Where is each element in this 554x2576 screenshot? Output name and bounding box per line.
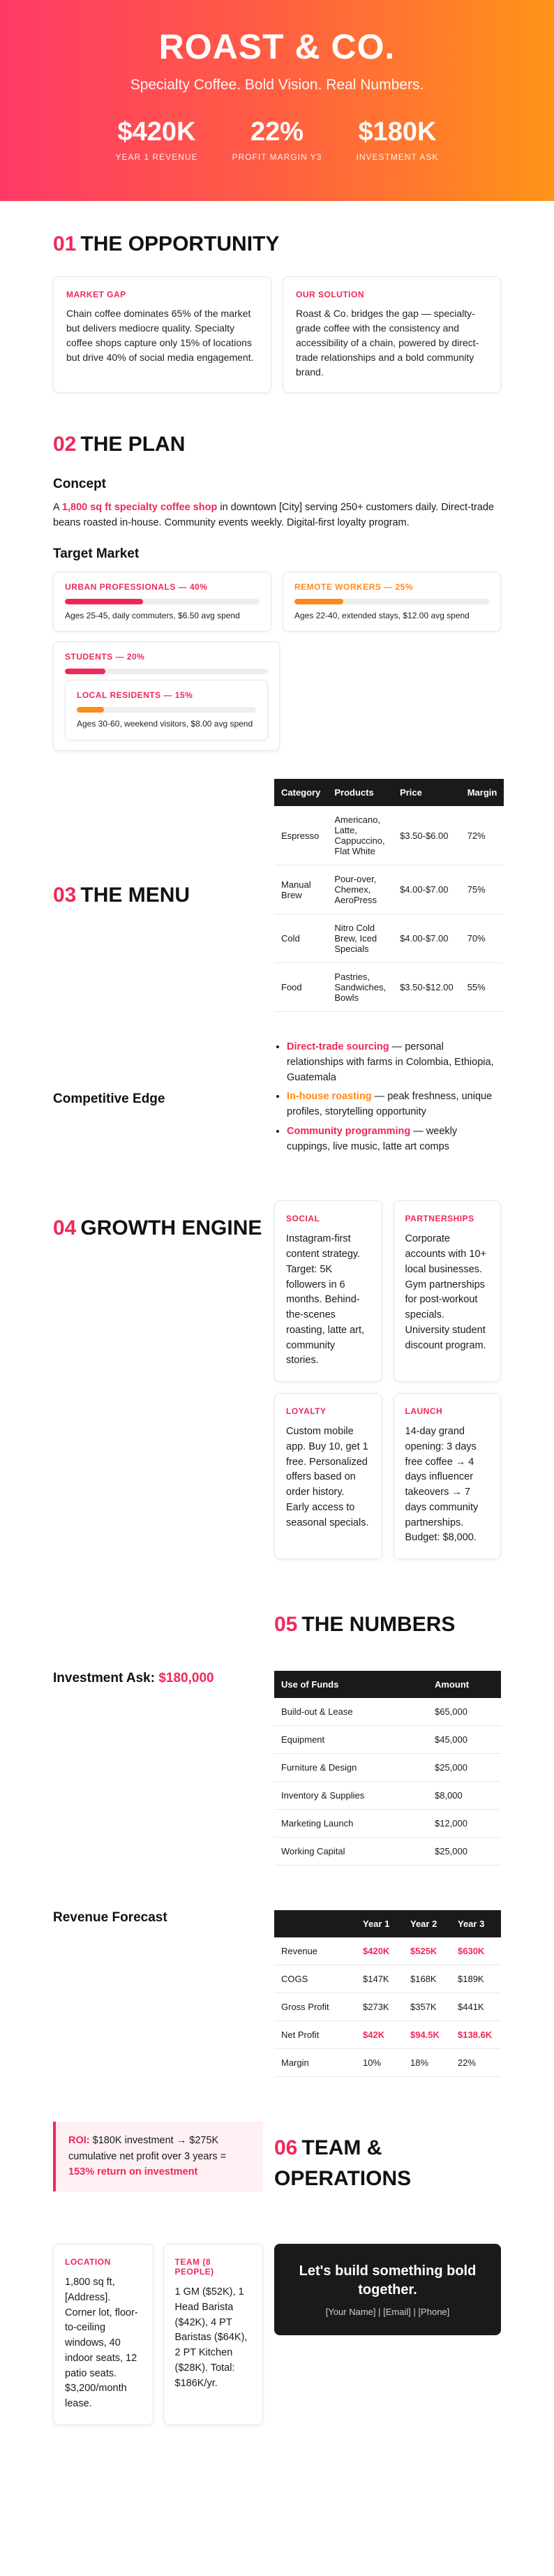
cell: Pastries, Sandwiches, Bowls [327,963,393,1012]
segment-card [283,572,501,632]
cell: $12,000 [428,1810,501,1838]
card-title: SOCIAL [286,1214,320,1224]
cell: Margin [274,2049,356,2077]
cell: $168K [403,1965,451,1993]
cell: Revenue [274,1937,356,1965]
growth-card-launch [394,1393,502,1559]
th: Price [393,779,461,806]
th: Year 1 [356,1910,403,1937]
cell: Cold [274,914,327,963]
edge-text: — personal relationships with farms in Colombia, Ethiopia, Guatemala [287,1041,494,1083]
card-text: Instagram-first content strategy. Target: 5K followers in 6 months. Behind-the-scenes roasting, latte art, community stories. [286,1233,365,1367]
cta-contact: [Your Name] | [Email] | [Phone] [325,2307,450,2318]
table-row [274,1810,501,1838]
numbers-title-row [53,1612,501,1637]
menu-table-header [274,779,504,806]
cell: Build-out & Lease [274,1698,428,1726]
brand-tagline: Specialty Coffee. Bold Vision. Real Numbers. [130,77,424,93]
cell: $42K [356,2021,403,2049]
cell: 75% [461,865,504,914]
cell: Equipment [274,1726,428,1754]
team-cards [53,2244,263,2425]
section-opportunity [0,201,554,393]
stat-label: PROFIT MARGIN Y3 [232,152,322,162]
list-item [287,1124,501,1155]
spacer [53,1612,263,1637]
funds-row [53,1671,501,1866]
section-title [53,883,263,908]
menu-row [53,779,501,1012]
cta-col [274,2244,501,2425]
edge-text: — weekly cuppings, live music, latte art comps [287,1125,458,1152]
section-title-text: THE MENU [80,884,190,907]
roi-row [53,2122,501,2194]
section-title [53,432,501,457]
investment-ask [53,1671,263,1686]
funds-table-header [274,1671,501,1698]
growth-card-partnerships [394,1200,502,1382]
team-row [53,2244,501,2425]
roi-col [53,2122,263,2191]
section-title [274,2133,501,2194]
segment-bar [65,599,260,604]
cell: $147K [356,1965,403,1993]
table-row [274,1993,501,2021]
forecast-table-col [274,1910,501,2077]
cta-box [274,2244,501,2335]
forecast-row [53,1910,501,2077]
cell: Espresso [274,806,327,865]
list-item [287,1089,501,1120]
cell: Inventory & Supplies [274,1782,428,1810]
cell: $420K [356,1937,403,1965]
edge-list [274,1040,501,1159]
segment-bar-fill [65,669,105,674]
section-title-text: THE OPPORTUNITY [80,232,280,255]
cell: $3.50-$6.00 [393,806,461,865]
section-growth [0,1159,554,1559]
stat-value: 22% [250,117,304,147]
section-numbers [0,1559,554,2077]
ask-value: $180,000 [158,1671,214,1686]
card-text: Corporate accounts with 10+ local businesses. Gym partnerships for post-workout specials. University student discount program. [405,1233,486,1351]
cell: $189K [451,1965,501,1993]
cell: $357K [403,1993,451,2021]
card-title: LOYALTY [286,1406,327,1417]
cell: 72% [461,806,504,865]
section-title [53,232,501,257]
ask-col [53,1671,263,1866]
section-title [53,1216,263,1241]
cell: $45,000 [428,1726,501,1754]
section-title-text: THE NUMBERS [301,1613,456,1637]
card-text: Chain coffee dominates 65% of the market but delivers mediocre quality. Specialty coffee shops capture only 15% of locations but drive 40% of social media engagement. [66,308,254,363]
edge-label: In-house roasting [287,1091,372,1103]
cell: $4.00-$7.00 [393,914,461,963]
forecast-table [274,1910,501,2077]
th: Products [327,779,393,806]
cell: 22% [451,2049,501,2077]
growth-cards [274,1200,501,1559]
cell: Working Capital [274,1838,428,1866]
table-row [274,1937,501,1965]
cta-title: Let's build something bold together. [299,2263,477,2298]
th: Margin [461,779,504,806]
segment-bar [65,669,268,674]
table-row [274,2021,501,2049]
table-row [274,1965,501,1993]
table-row [274,1698,501,1726]
segment-bar [77,707,256,713]
location-card [53,2244,154,2425]
card-title: LOCATION [65,2257,111,2268]
cell: $630K [451,1937,501,1965]
forecast-heading-col [53,1910,263,2077]
segment-bar-fill [65,599,143,604]
cell: Manual Brew [274,865,327,914]
th: Year 2 [403,1910,451,1937]
table-row [274,865,504,914]
list-item [287,1040,501,1085]
menu-table [274,779,504,1012]
hero-banner [0,0,554,201]
segment-bar-fill [294,599,343,604]
section-menu [0,751,554,1159]
cell: $25,000 [428,1754,501,1782]
card-title: OUR SOLUTION [296,290,364,299]
funds-table-col [274,1671,501,1866]
segments-row [53,572,501,632]
menu-heading-col [53,883,263,908]
card-text: 1 GM ($52K), 1 Head Barista ($42K), 4 PT Baristas ($64K), 2 PT Kitchen ($28K). Total: $186K/yr. [174,2286,248,2389]
segment-card [53,641,280,751]
cell: Food [274,963,327,1012]
cell: Furniture & Design [274,1754,428,1782]
funds-table [274,1671,501,1866]
card-title: PARTNERSHIPS [405,1214,474,1224]
segment-card [53,572,271,632]
cell: $138.6K [451,2021,501,2049]
edge-heading-col [53,1092,263,1107]
cell: Nitro Cold Brew, Iced Specials [327,914,393,963]
cell: $94.5K [403,2021,451,2049]
stat-margin [232,119,322,162]
concept-heading: Concept [53,477,106,491]
stat-label: YEAR 1 REVENUE [115,152,198,162]
table-row [274,1726,501,1754]
hero-stats [0,119,554,162]
card-title: LAUNCH [405,1406,443,1417]
table-row [274,1838,501,1866]
forecast-table-header [274,1910,501,1937]
cell: $65,000 [428,1698,501,1726]
concept-post: in downtown [City] serving 250+ customers daily. Direct-trade beans roasted in-house. Community events weekly. Digital-first loyalty program. [53,502,494,528]
section-number: 06 [274,2136,298,2160]
section-number: 03 [53,884,77,907]
section-title-text: THE PLAN [80,433,186,456]
cell: $8,000 [428,1782,501,1810]
growth-row [53,1200,501,1559]
cell: COGS [274,1965,356,1993]
target-heading: Target Market [53,546,140,561]
th [274,1910,356,1937]
section-team [0,2077,554,2509]
th: Amount [428,1671,501,1698]
cell: $4.00-$7.00 [393,865,461,914]
team-heading-col [274,2122,501,2194]
opportunity-cards [53,276,501,393]
card-text: 1,800 sq ft, [Address]. Corner lot, floor-to-ceiling windows, 40 indoor seats, 12 patio seats. $3,200/month lease. [65,2277,138,2410]
th: Use of Funds [274,1671,428,1698]
cell: Gross Profit [274,1993,356,2021]
card-title: MARKET GAP [66,290,126,299]
th: Category [274,779,327,806]
cell: Pour-over, Chemex, AeroPress [327,865,393,914]
growth-heading-col [53,1200,263,1559]
table-row [274,1754,501,1782]
segment-bar [294,599,489,604]
concept-highlight: 1,800 sq ft specialty coffee shop [61,502,218,513]
cell: Americano, Latte, Cappuccino, Flat White [327,806,393,865]
cell: 70% [461,914,504,963]
menu-table-col [274,779,501,1012]
market-gap-card [53,276,271,393]
section-number: 01 [53,232,77,255]
card-text: Custom mobile app. Buy 10, get 1 free. Personalized offers based on order history. Early access to seasonal specials. [286,1426,369,1528]
concept-text [53,500,501,531]
section-number: 02 [53,433,77,456]
edge-row [53,1040,501,1159]
edge-label: Direct-trade sourcing [287,1041,389,1053]
card-text: 14-day grand opening: 3 days free coffee → 4 days influencer takeovers → 7 days community partnerships. Budget: $8,000. [405,1426,479,1544]
stat-label: INVESTMENT ASK [356,152,439,162]
section-number: 04 [53,1216,77,1240]
cell: $441K [451,1993,501,2021]
table-row [274,806,504,865]
section-title [274,1612,501,1637]
cell: Marketing Launch [274,1810,428,1838]
stat-revenue [115,119,199,162]
segment-title: STUDENTS — 20% [65,652,145,662]
section-title-text: GROWTH ENGINE [80,1216,262,1240]
segment-desc: Ages 30-60, weekend visitors, $8.00 avg spend [77,719,253,729]
segments-row-2 [53,641,280,751]
growth-card-social [274,1200,382,1382]
segment-card [65,680,268,740]
forecast-heading: Revenue Forecast [53,1910,167,1926]
roi-highlight: 153% return on investment [68,2166,198,2178]
table-row [274,2049,501,2077]
section-number: 05 [274,1613,298,1637]
brand-title: ROAST & CO. [158,27,396,66]
roi-label: ROI: [68,2135,90,2147]
segment-title: LOCAL RESIDENTS — 15% [77,690,193,701]
cell: 55% [461,963,504,1012]
concept-pre: A [53,502,62,513]
section-title-text: TEAM & OPERATIONS [274,2136,412,2190]
segment-desc: Ages 25-45, daily commuters, $6.50 avg spend [65,610,240,620]
cell: Net Profit [274,2021,356,2049]
growth-card-loyalty [274,1393,382,1559]
stat-value: $420K [117,117,196,147]
cell: $273K [356,1993,403,2021]
roi-text: $180K investment → $275K cumulative net profit over 3 years = [68,2135,227,2162]
table-row [274,1782,501,1810]
solution-card [283,276,501,393]
card-text: Roast & Co. bridges the gap — specialty-grade coffee with the consistency and accessibility of a chain, powered by direct-trade relationships and a bold community brand. [296,308,479,378]
segment-bar-fill [77,707,104,713]
stat-value: $180K [358,117,437,147]
cell: $25,000 [428,1838,501,1866]
cell: 18% [403,2049,451,2077]
cell: 10% [356,2049,403,2077]
edge-text: — peak freshness, unique profiles, storytelling opportunity [287,1091,493,1118]
edge-label: Community programming [287,1125,411,1137]
ask-label: Investment Ask: [53,1671,159,1686]
table-row [274,963,504,1012]
cell: $525K [403,1937,451,1965]
card-title: TEAM (8 PEOPLE) [174,2257,214,2277]
edge-heading: Competitive Edge [53,1092,165,1107]
roi-callout [53,2122,263,2191]
stat-ask [355,119,439,162]
cell: $3.50-$12.00 [393,963,461,1012]
section-plan [0,393,554,751]
th: Year 3 [451,1910,501,1937]
team-card [163,2244,264,2425]
segment-title: URBAN PROFESSIONALS — 40% [65,581,208,592]
segment-title: REMOTE WORKERS — 25% [294,581,414,592]
table-row [274,914,504,963]
segment-desc: Ages 22-40, extended stays, $12.00 avg spend [294,610,470,620]
